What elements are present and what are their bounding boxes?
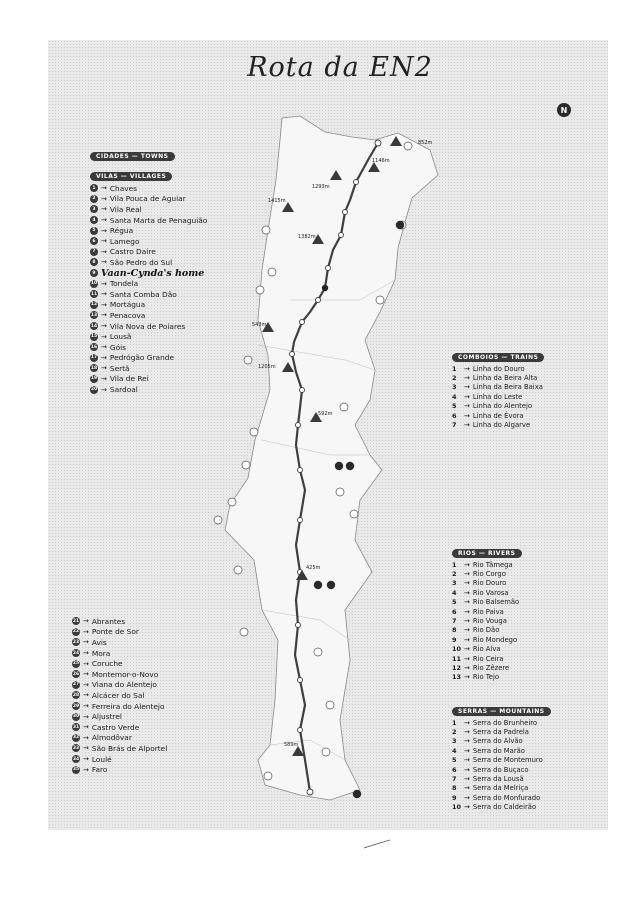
legend-item-label: Linha do Alentejo (472, 402, 533, 411)
arrow-icon: → (101, 279, 107, 288)
legend-item-label: Serra do Caldeirão (472, 803, 537, 812)
cities-header: CIDADES — TOWNS (90, 152, 175, 161)
arrow-icon: → (83, 680, 89, 689)
arrow-icon: → (464, 374, 470, 383)
arrow-icon: → (101, 247, 107, 256)
legend-item (452, 756, 551, 765)
legend-item (452, 373, 544, 382)
arrow-icon: → (464, 626, 470, 635)
legend-number-badge: 22 (72, 629, 80, 635)
legend-number-badge: 3 (90, 205, 98, 213)
legend-item (90, 204, 207, 215)
legend-item (72, 658, 167, 669)
train-list (452, 364, 544, 430)
legend-number: 1 (452, 560, 457, 569)
legend-item-label: Serra da Lousã (472, 775, 524, 784)
arrow-icon: → (464, 673, 470, 682)
legend-item (452, 635, 522, 644)
legend-number-badge: 24 (72, 650, 80, 656)
legend-item-label: Rio Mondego (472, 635, 518, 644)
legend-number: 10 (452, 803, 462, 812)
legend-item-label: Serra do Brunheiro (472, 718, 538, 727)
legend-item-label: Serra da Padrela (472, 728, 529, 737)
legend-item-label: Ponte de Sor (91, 627, 139, 637)
legend-item (452, 392, 544, 401)
legend-item (90, 257, 207, 268)
legend-number-badge: 19 (90, 376, 98, 382)
arrow-icon: → (464, 765, 470, 774)
legend-item-label: Lousã (109, 332, 132, 342)
arrow-icon: → (83, 617, 89, 626)
legend-item (452, 765, 551, 774)
legend-item (72, 722, 167, 733)
legend-number: 2 (452, 570, 457, 579)
legend-item (72, 733, 167, 744)
legend-item-label: Linha da Beira Baixa (472, 383, 543, 392)
legend-item-label: Rio Dão (472, 626, 500, 635)
pen-stroke (362, 838, 392, 850)
legend-item-label: Rio Corgo (472, 570, 506, 579)
legend-item (452, 402, 544, 411)
legend-number-badge: 35 (72, 767, 80, 773)
legend-item (90, 300, 207, 311)
legend-number: 1 (452, 364, 457, 373)
legend-number-badge: 18 (90, 365, 98, 371)
legend-number-badge: 15 (90, 334, 98, 340)
arrow-icon: → (101, 290, 107, 299)
arrow-icon: → (464, 570, 470, 579)
legend-item (90, 183, 207, 194)
legend-item-label: Castro Verde (91, 722, 140, 732)
elevation-label: 852m (418, 140, 433, 146)
legend-number: 4 (452, 588, 457, 597)
legend-item (72, 648, 167, 659)
legend-item (452, 718, 551, 727)
arrow-icon: → (101, 364, 107, 373)
elevation-label: 1146m (372, 158, 390, 164)
legend-item (452, 364, 544, 373)
legend-item (90, 331, 207, 342)
river-list (452, 560, 522, 682)
legend-number: 7 (452, 617, 457, 626)
legend-number-badge: 14 (90, 323, 98, 329)
legend-number-badge: 13 (90, 312, 98, 318)
legend-item-label: Vila Nova de Poiares (109, 321, 186, 331)
legend-item-label: Mora (91, 648, 111, 658)
elevation-label: 592m (318, 411, 333, 417)
elevation-label: 589m (284, 742, 299, 748)
arrow-icon: → (464, 746, 470, 755)
arrow-icon: → (83, 627, 89, 636)
legend-item-label: Rio Tâmega (472, 560, 513, 569)
legend-item-label: Sardoal (109, 385, 138, 395)
arrow-icon: → (464, 663, 470, 672)
legend-item (72, 616, 167, 627)
arrow-icon: → (464, 718, 470, 727)
legend-number: 5 (452, 756, 457, 765)
legend-number-badge: 32 (72, 735, 80, 741)
legend-number-badge: 34 (72, 756, 80, 762)
legend-item (452, 616, 522, 625)
legend-number-badge: 1 (90, 184, 98, 192)
arrow-icon: → (101, 343, 107, 352)
legend-item (452, 746, 551, 755)
arrow-icon: → (101, 322, 107, 331)
legend-number-badge: 30 (72, 714, 80, 720)
legend-item-label: Serra do Buçaco (472, 765, 529, 774)
legend-number-badge: 25 (72, 661, 80, 667)
legend-item (90, 268, 207, 279)
arrow-icon: → (464, 784, 470, 793)
legend-number-badge: 2 (90, 195, 98, 203)
legend-number-badge: 6 (90, 237, 98, 245)
legend-number: 3 (452, 737, 457, 746)
legend-number-badge: 10 (90, 281, 98, 287)
legend-number-badge: 21 (72, 618, 80, 624)
legend-number-badge: 20 (90, 387, 98, 393)
legend-item-label: Linha do Douro (472, 364, 525, 373)
legend-item-label: Serra do Marão (472, 746, 525, 755)
legend-number: 5 (452, 402, 457, 411)
arrow-icon: → (83, 755, 89, 764)
map-title: Rota da EN2 (247, 52, 433, 83)
legend-number: 4 (452, 392, 457, 401)
legend-number: 9 (452, 793, 457, 802)
arrow-icon: → (464, 793, 470, 802)
arrow-icon: → (464, 775, 470, 784)
legend-number: 8 (452, 784, 457, 793)
legend-item-label: Linha do Algarve (472, 421, 531, 430)
legend-item-label: Rio Douro (472, 579, 507, 588)
elevation-label: 1293m (312, 184, 330, 190)
south-town-list (72, 616, 167, 775)
legend-number-badge: 9 (90, 269, 98, 277)
legend-number-badge: 23 (72, 639, 80, 645)
legend-item-label: São Pedro do Sul (109, 257, 173, 267)
legend-item (90, 247, 207, 258)
legend-number: 2 (452, 728, 457, 737)
arrow-icon: → (101, 385, 107, 394)
legend-item-label: Coruche (91, 659, 123, 669)
legend-item-label: Régua (109, 226, 134, 236)
arrow-icon: → (101, 374, 107, 383)
legend-number-badge: 28 (72, 692, 80, 698)
legend-item-label: Serra do Monfurado (472, 793, 541, 802)
legend-item (452, 663, 522, 672)
legend-number-badge: 27 (72, 682, 80, 688)
legend-number: 9 (452, 635, 457, 644)
legend-item (452, 727, 551, 736)
legend-item-label: Vila de Rei (109, 374, 149, 384)
arrow-icon: → (83, 670, 89, 679)
legend-item (90, 363, 207, 374)
arrow-icon: → (101, 353, 107, 362)
arrow-icon: → (83, 649, 89, 658)
legend-item (452, 803, 551, 812)
legend-item (452, 569, 522, 578)
legend-item-label: Serra do Alvão (472, 737, 523, 746)
arrow-icon: → (464, 756, 470, 765)
legend-mountains (452, 698, 551, 812)
arrow-icon: → (101, 216, 107, 225)
legend-item-label: Linha da Beira Alta (472, 374, 538, 383)
arrow-icon: → (464, 364, 470, 373)
legend-number: 3 (452, 579, 457, 588)
legend-item-label: Góis (109, 342, 127, 352)
arrow-icon: → (464, 728, 470, 737)
legend-item (452, 654, 522, 663)
legend-item-label: Chaves (109, 183, 138, 193)
legend-item-label: Abrantes (91, 616, 126, 626)
legend-item-label: Faro (91, 765, 108, 775)
legend-item (452, 411, 544, 420)
legend-item (452, 673, 522, 682)
legend-number: 7 (452, 421, 457, 430)
legend-item-label: Rio Vouga (472, 617, 507, 626)
legend-item-label: Aljustrel (91, 712, 122, 722)
legend-item (452, 607, 522, 616)
arrow-icon: → (464, 588, 470, 597)
legend-number: 6 (452, 765, 457, 774)
elevation-label: 1415m (268, 198, 286, 204)
legend-number: 8 (452, 626, 457, 635)
legend-item (452, 793, 551, 802)
legend-number: 11 (452, 654, 462, 663)
legend-item (90, 278, 207, 289)
arrow-icon: → (101, 226, 107, 235)
legend-item (452, 420, 544, 429)
legend-item (452, 774, 551, 783)
legend-number-badge: 5 (90, 227, 98, 235)
legend-item-label: Alcácer do Sal (91, 690, 145, 700)
arrow-icon: → (464, 645, 470, 654)
legend-item (90, 289, 207, 300)
legend-item-label: Penacova (109, 310, 146, 320)
legend-item-label: Montemor-o-Novo (91, 669, 159, 679)
arrow-icon: → (464, 654, 470, 663)
legend-number-badge: 17 (90, 355, 98, 361)
legend-item (90, 353, 207, 364)
legend-item-label: Almodôvar (91, 733, 132, 743)
legend-number: 5 (452, 598, 457, 607)
legend-item-label: Lamego (109, 236, 140, 246)
arrow-icon: → (83, 744, 89, 753)
arrow-icon: → (464, 402, 470, 411)
legend-item (90, 310, 207, 321)
arrow-icon: → (101, 258, 107, 267)
legend-item-label: Rio Ceira (472, 654, 504, 663)
legend-item-label: Rio Paiva (472, 607, 504, 616)
legend-number: 2 (452, 374, 457, 383)
villages-header: VILAS — VILLAGES (90, 172, 172, 181)
legend-item-label: Rio Balsemão (472, 598, 520, 607)
mountains-header: SERRAS — MOUNTAINS (452, 707, 551, 716)
legend-number: 12 (452, 663, 462, 672)
legend-item-label: Viana do Alentejo (91, 680, 157, 690)
legend-number-badge: 33 (72, 745, 80, 751)
legend-towns-south (72, 616, 167, 775)
arrow-icon: → (464, 737, 470, 746)
legend-item-label: Ferreira do Alentejo (91, 701, 165, 711)
legend-item (72, 669, 167, 680)
legend-item (90, 225, 207, 236)
legend-item (452, 588, 522, 597)
arrow-icon: → (83, 638, 89, 647)
north-town-list (90, 183, 207, 395)
mountain-list (452, 718, 551, 812)
legend-number-badge: 4 (90, 216, 98, 224)
legend-item (72, 680, 167, 691)
legend-number: 4 (452, 746, 457, 755)
legend-item (90, 374, 207, 385)
elevation-label: 425m (306, 565, 321, 571)
legend-trains (452, 344, 544, 430)
legend-item (452, 645, 522, 654)
arrow-icon: → (101, 184, 107, 193)
legend-item (90, 215, 207, 226)
arrow-icon: → (101, 237, 107, 246)
legend-item (90, 384, 207, 395)
legend-item-label: Rio Zêzere (472, 663, 510, 672)
legend-number: 10 (452, 645, 462, 654)
legend-number-badge: 12 (90, 302, 98, 308)
arrow-icon: → (83, 659, 89, 668)
legend-item (452, 598, 522, 607)
arrow-icon: → (101, 194, 107, 203)
legend-number: 6 (452, 607, 457, 616)
legend-item-label: Mortágua (109, 300, 146, 310)
legend-number: 13 (452, 673, 462, 682)
arrow-icon: → (464, 617, 470, 626)
legend-number-badge: 29 (72, 703, 80, 709)
legend-number-badge: 16 (90, 344, 98, 350)
arrow-icon: → (464, 421, 470, 430)
legend-number: 3 (452, 383, 457, 392)
arrow-icon: → (101, 311, 107, 320)
arrow-icon: → (83, 702, 89, 711)
legend-item (72, 754, 167, 765)
arrow-icon: → (101, 300, 107, 309)
legend-item (72, 637, 167, 648)
legend-item (72, 711, 167, 722)
legend-item-label: Serra da Melriça (472, 784, 529, 793)
arrow-icon: → (83, 712, 89, 721)
legend-item (452, 784, 551, 793)
legend-item-label: Rio Alva (472, 645, 501, 654)
arrow-icon: → (464, 411, 470, 420)
legend-item-label: Sertã (109, 363, 130, 373)
legend-number: 7 (452, 775, 457, 784)
north-arrow-icon (556, 102, 572, 118)
legend-item-label: Vila Pouca de Aguiar (109, 194, 186, 204)
legend-item-label: Santa Marta de Penaguião (109, 215, 208, 225)
legend-item (90, 236, 207, 247)
arrow-icon: → (101, 205, 107, 214)
legend-item (72, 701, 167, 712)
arrow-icon: → (464, 579, 470, 588)
legend-item (72, 743, 167, 754)
legend-item-label: Avis (91, 637, 107, 647)
legend-item-label: São Brás de Alportel (91, 743, 168, 753)
legend-item-label: Linha de Évora (472, 411, 524, 420)
legend-number-badge: 8 (90, 258, 98, 266)
legend-towns-north (90, 143, 207, 395)
elevation-label: 1382m (298, 234, 316, 240)
elevation-label: 1205m (258, 364, 276, 370)
rivers-header: RIOS — RIVERS (452, 549, 522, 558)
arrow-icon: → (101, 332, 107, 341)
legend-number-badge: 26 (72, 671, 80, 677)
legend-item-label: Rio Varosa (472, 588, 509, 597)
arrow-icon: → (83, 691, 89, 700)
legend-item-label: Linha do Leste (472, 392, 523, 401)
legend-item (452, 737, 551, 746)
legend-item-label: Santa Comba Dão (109, 289, 177, 299)
legend-item-label: Loulé (91, 754, 112, 764)
legend-number-badge: 7 (90, 248, 98, 256)
north-symbol: N (560, 106, 568, 115)
legend-item (452, 383, 544, 392)
legend-number: 1 (452, 718, 457, 727)
legend-item-label: Serra de Montemuro (472, 756, 543, 765)
legend-item-label: Rio Tejo (472, 673, 500, 682)
legend-item (72, 627, 167, 638)
legend-item-label: Vila Real (109, 204, 142, 214)
arrow-icon: → (464, 560, 470, 569)
legend-item (452, 626, 522, 635)
arrow-icon: → (464, 598, 470, 607)
legend-item (90, 342, 207, 353)
handwritten-note: Vaan-Cynda's home (101, 267, 205, 279)
legend-item (72, 690, 167, 701)
arrow-icon: → (464, 383, 470, 392)
legend-number: 6 (452, 411, 457, 420)
arrow-icon: → (83, 723, 89, 732)
arrow-icon: → (464, 635, 470, 644)
legend-rivers (452, 540, 522, 682)
legend-item (452, 560, 522, 569)
arrow-icon: → (464, 392, 470, 401)
legend-item (72, 764, 167, 775)
legend-item-label: Pedrógão Grande (109, 353, 175, 363)
arrow-icon: → (464, 607, 470, 616)
legend-item (90, 321, 207, 332)
home-marker (322, 285, 328, 291)
legend-item-label: Tondela (109, 279, 139, 289)
arrow-icon: → (83, 765, 89, 774)
legend-item (90, 194, 207, 205)
trains-header: COMBOIOS — TRAINS (452, 353, 544, 362)
legend-item-label: Castro Daire (109, 247, 156, 257)
portugal-outline (225, 116, 438, 800)
legend-item (452, 579, 522, 588)
legend-number-badge: 11 (90, 291, 98, 297)
legend-number-badge: 31 (72, 724, 80, 730)
arrow-icon: → (83, 733, 89, 742)
arrow-icon: → (464, 803, 470, 812)
elevation-label: 543m (252, 322, 267, 328)
